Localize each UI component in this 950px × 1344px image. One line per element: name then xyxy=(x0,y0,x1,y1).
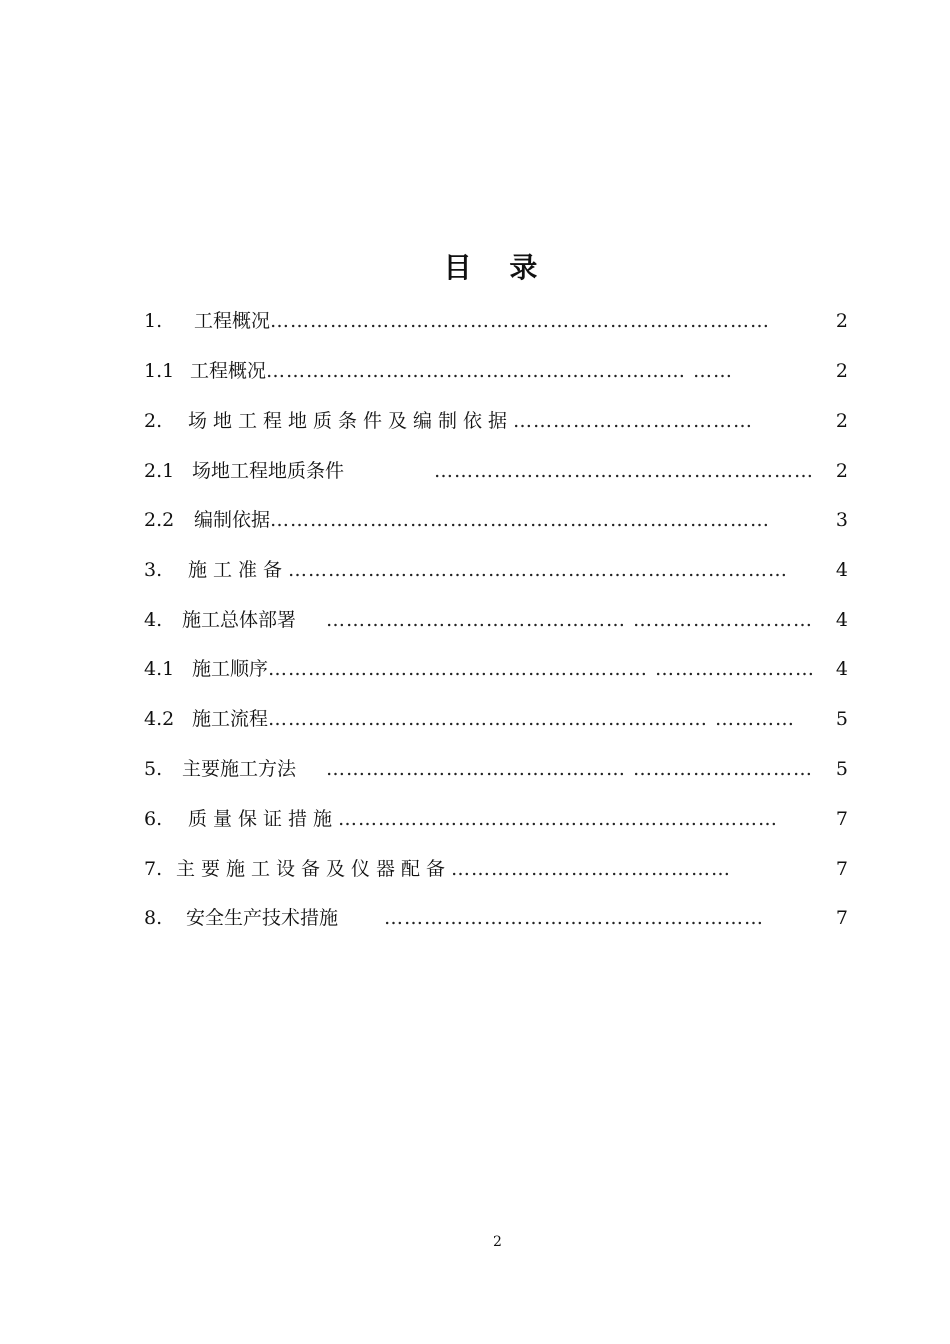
toc-entry[interactable] xyxy=(144,704,848,734)
toc-entry[interactable] xyxy=(144,306,848,336)
toc-entry-text: 主要施工设备及仪器配备 xyxy=(176,858,452,880)
toc-entry-page: 7 xyxy=(834,903,848,933)
toc-entry-leader: ………………………………………………………… xyxy=(338,808,779,830)
toc-entry-page: 2 xyxy=(834,406,848,436)
toc-entry-number: 2.2 xyxy=(144,509,175,531)
toc-entry-number: 4. xyxy=(144,609,163,631)
toc-entry-number: 1.1 xyxy=(144,360,175,382)
toc-entry-leader: ……………………………… xyxy=(513,410,754,432)
toc-entry-text: 场地工程地质条件及编制依据 xyxy=(188,410,514,432)
toc-entry-leader: ……………………………………… ……………………… xyxy=(326,758,814,780)
toc-entry-number: 2.1 xyxy=(144,460,175,482)
toc-entry-page: 7 xyxy=(834,854,848,884)
toc-entry-leader: …………………………………… xyxy=(451,858,732,880)
toc-entry-leader: ………………………………………………… xyxy=(434,460,814,482)
toc-entry-number: 8. xyxy=(144,907,163,929)
toc-entry-number: 7. xyxy=(144,858,163,880)
toc-entry-text: 施工总体部署 xyxy=(182,609,297,631)
toc-entry-page: 4 xyxy=(834,555,848,585)
toc-entry[interactable] xyxy=(144,456,848,486)
toc-title: 目 录 xyxy=(443,251,552,284)
toc-entry-text: 编制依据 xyxy=(194,509,271,531)
toc-entry[interactable] xyxy=(144,754,848,784)
toc-entry-page: 3 xyxy=(834,505,848,535)
toc-entry[interactable] xyxy=(144,555,848,585)
toc-entry-page: 5 xyxy=(834,704,848,734)
toc-entry-leader: ………………………………………………… …………………… xyxy=(268,658,816,680)
toc-entry-text: 施工流程 xyxy=(192,708,269,730)
toc-entry[interactable] xyxy=(144,406,848,436)
toc-entry-number: 4.2 xyxy=(144,708,175,730)
toc-entry-leader: ………………………………………………………………… xyxy=(270,509,771,531)
toc-entry-page: 5 xyxy=(834,754,848,784)
toc-entry-page: 7 xyxy=(834,804,848,834)
page-number: 2 xyxy=(493,1234,502,1250)
toc-entry-page: 4 xyxy=(834,605,848,635)
toc-entry-text: 施工准备 xyxy=(188,559,289,581)
toc-entry-number: 1. xyxy=(144,310,163,332)
toc-entry-text: 主要施工方法 xyxy=(182,758,297,780)
toc-entry[interactable] xyxy=(144,854,848,884)
toc-entry-number: 3. xyxy=(144,559,163,581)
toc-entry-text: 场地工程地质条件 xyxy=(192,460,345,482)
toc-entry[interactable] xyxy=(144,356,848,386)
toc-entry[interactable] xyxy=(144,605,848,635)
toc-entry-page: 2 xyxy=(834,456,848,486)
toc-entry-text: 工程概况 xyxy=(194,310,271,332)
toc-entry[interactable] xyxy=(144,654,848,684)
toc-entry-leader: ………………………………………………………………… xyxy=(288,559,789,581)
toc-entry[interactable] xyxy=(144,505,848,535)
toc-entry-leader: ………………………………………………………… ………… xyxy=(268,708,796,730)
toc-entry-number: 6. xyxy=(144,808,163,830)
toc-entry-leader: ………………………………………………… xyxy=(384,907,764,929)
toc-entry-text: 工程概况 xyxy=(190,360,267,382)
toc-entry-page: 2 xyxy=(834,306,848,336)
toc-entry-leader: ………………………………………………………………… xyxy=(270,310,771,332)
toc-entry-number: 2. xyxy=(144,410,163,432)
toc-entry-number: 4.1 xyxy=(144,658,175,680)
toc-entry-page: 2 xyxy=(834,356,848,386)
toc-entry-leader: ……………………………………………………… …… xyxy=(266,360,734,382)
toc-entry-text: 安全生产技术措施 xyxy=(186,907,339,929)
toc-entry-page: 4 xyxy=(834,654,848,684)
toc-entry-text: 质量保证措施 xyxy=(188,808,339,830)
toc-entry-number: 5. xyxy=(144,758,163,780)
toc-entry-leader: ……………………………………… ……………………… xyxy=(326,609,814,631)
toc-entry[interactable] xyxy=(144,903,848,933)
toc-entry[interactable] xyxy=(144,804,848,834)
toc-entry-text: 施工顺序 xyxy=(192,658,269,680)
